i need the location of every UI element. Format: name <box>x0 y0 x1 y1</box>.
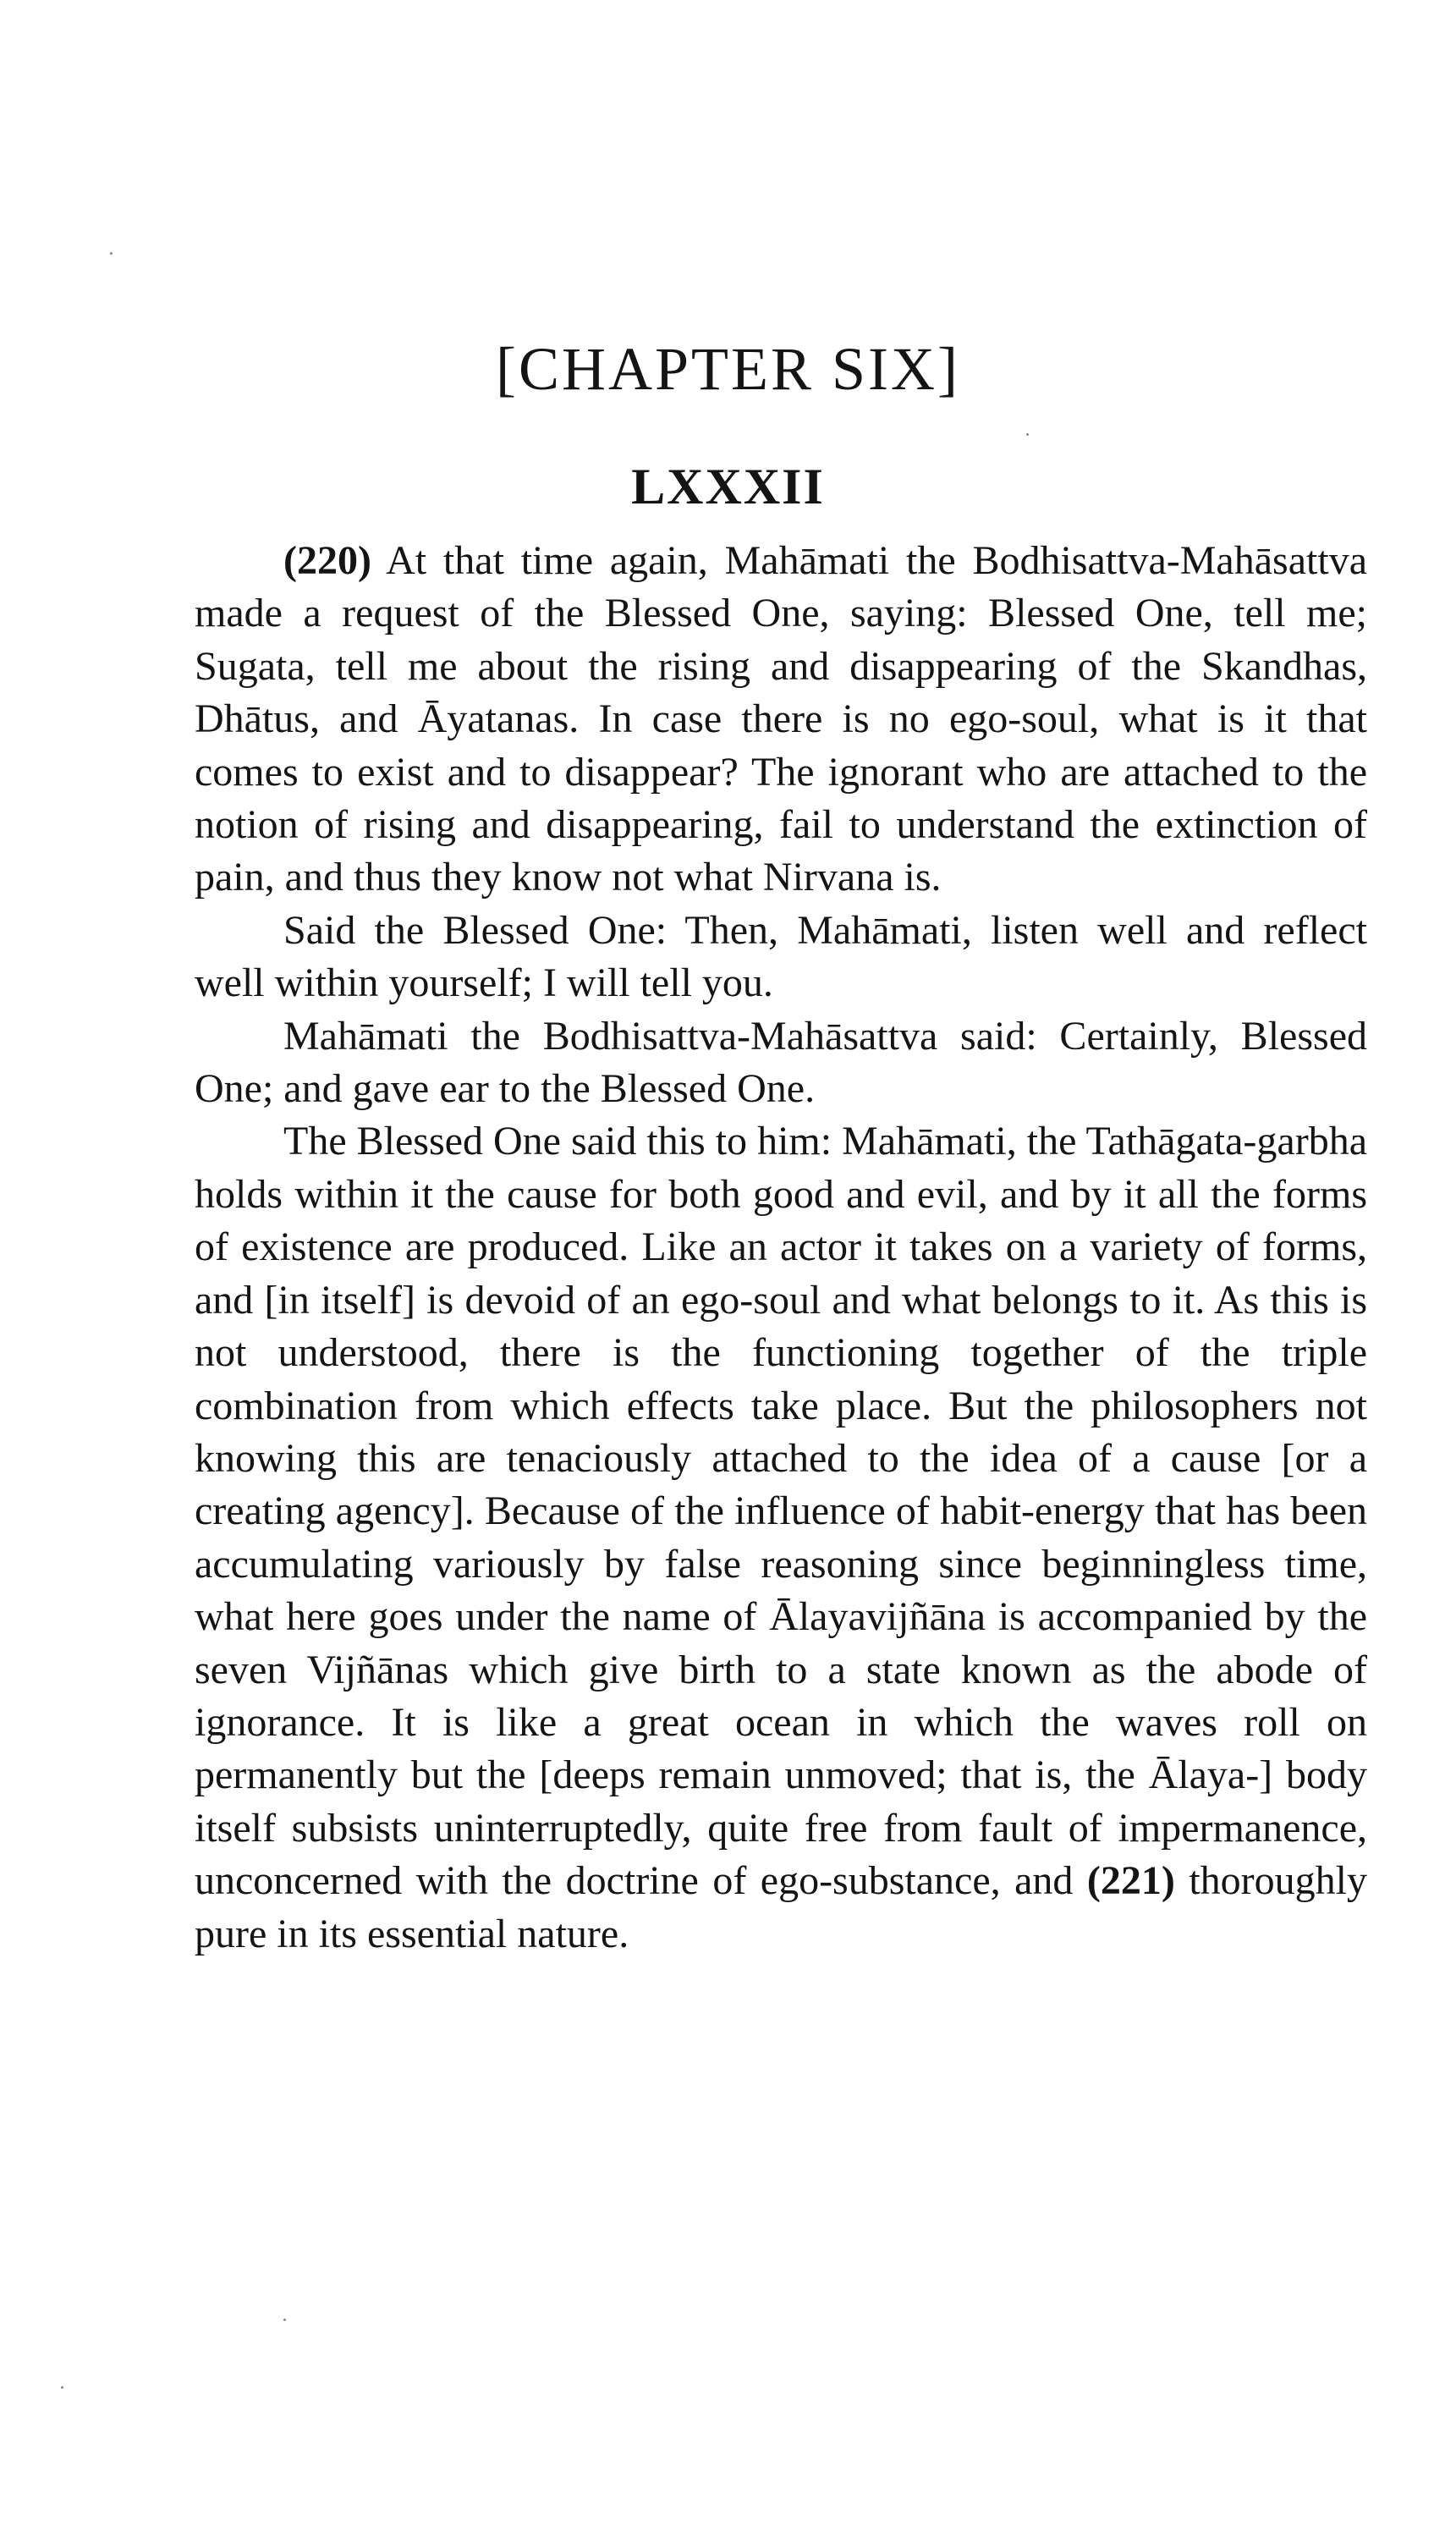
paragraph <box>195 905 1367 1010</box>
page-reference: (220) <box>283 538 371 583</box>
scan-speck <box>61 2386 63 2389</box>
paragraph-text: Mahāmati the Bodhisattva-Mahāsattva said: Certainly, Blessed One; and gave ear to the Blessed One. <box>195 1013 1367 1112</box>
paragraph-text: thoroughly pure in its essential nature. <box>195 1858 1367 1956</box>
paragraph <box>195 1115 1367 1961</box>
chapter-heading: [CHAPTER SIX] <box>495 335 960 403</box>
paragraph-text: Said the Blessed One: Then, Mahāmati, listen well and reflect well within yourself; I will tell you. <box>195 907 1367 1006</box>
scan-speck <box>110 252 113 255</box>
paragraph <box>195 1010 1367 1116</box>
scan-speck <box>283 2319 286 2321</box>
page-reference: (221) <box>1086 1858 1175 1904</box>
section-number: LXXXII <box>631 459 825 514</box>
scan-speck <box>1026 433 1029 436</box>
paragraph-text: At that time again, Mahāmati the Bodhisattva-Mahāsattva made a request of the Blessed One, saying: Blessed One, tell me; Sugata, tell me about the rising and disappearing of the Skandhas, Dhātus, and Āyatanas. In case there is no ego-soul, what is it that comes to exist and to disappear? The ignorant who are attached to the notion of rising and disappearing, fail to understand the extinction of pain, and thus they know not what Nirvana is. <box>195 538 1367 900</box>
paragraph <box>195 535 1367 905</box>
paragraph-text: The Blessed One said this to him: Mahāmati, the Tathāgata-garbha holds within it the cause for both good and evil, and by it all the forms of existence are produced. Like an actor it takes on a variety of forms, and [in itself] is devoid of an ego-soul and what belongs to it. As this is not understood, there is the functioning together of the triple combination from which effects take place. But the philosophers not knowing this are tenaciously attached to the idea of a cause [or a creating agency]. Because of the influence of habit-energy that has been accumulating variously by false reasoning since beginningless time, what here goes under the name of Ālayavijñāna is accompanied by the seven Vijñānas which give birth to a state known as the abode of ignorance. It is like a great ocean in which the waves roll on permanently but the [deeps remain unmoved; that is, the Ālaya-] body itself subsists uninterruptedly, quite free from fault of impermanence, unconcerned with the doctrine of ego-substance, and <box>195 1119 1367 1904</box>
body-text <box>195 535 1367 1961</box>
